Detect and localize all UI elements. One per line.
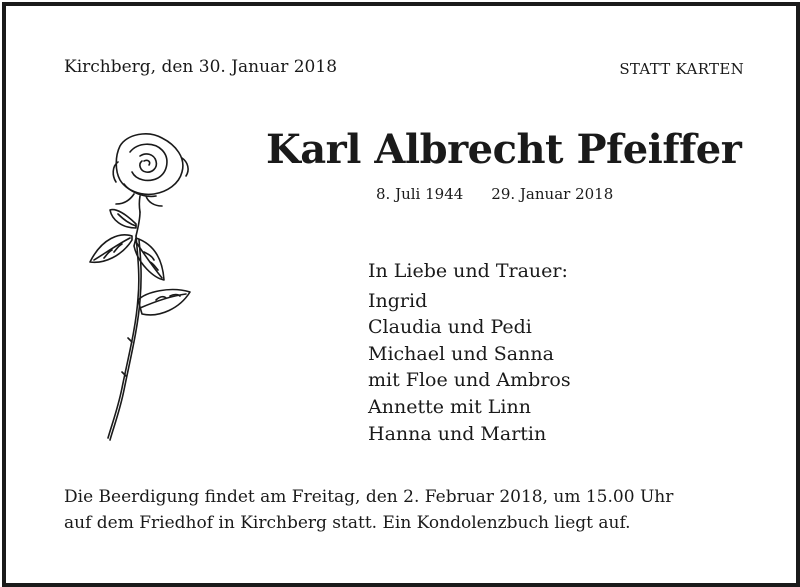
obituary-card xyxy=(2,2,800,587)
mourner-name: Claudia und Pedi xyxy=(368,316,532,339)
mourner-name: mit Floe und Ambros xyxy=(368,369,571,392)
mourner-name: Annette mit Linn xyxy=(368,395,531,418)
mourners-intro: In Liebe und Trauer: xyxy=(368,260,568,282)
mourner-name: Hanna und Martin xyxy=(368,422,547,445)
statt-karten-label: STATT KARTEN xyxy=(619,60,744,78)
funeral-notice xyxy=(64,484,754,536)
life-dates xyxy=(376,185,613,203)
place-date: Kirchberg, den 30. Januar 2018 xyxy=(64,57,338,77)
death-date: 29. Januar 2018 xyxy=(491,185,614,203)
deceased-name: Karl Albrecht Pfeiffer xyxy=(266,126,742,173)
funeral-notice-line: Die Beerdigung findet am Freitag, den 2. Februar 2018, um 15.00 Uhr xyxy=(64,487,674,507)
rose-icon xyxy=(82,128,197,448)
mourner-name: Ingrid xyxy=(368,289,428,312)
mourner-name: Michael und Sanna xyxy=(368,342,554,365)
birth-date: 8. Juli 1944 xyxy=(376,185,464,203)
funeral-notice-line: auf dem Friedhof in Kirchberg statt. Ein Kondolenzbuch liegt auf. xyxy=(64,513,631,533)
mourners-block xyxy=(368,258,571,447)
